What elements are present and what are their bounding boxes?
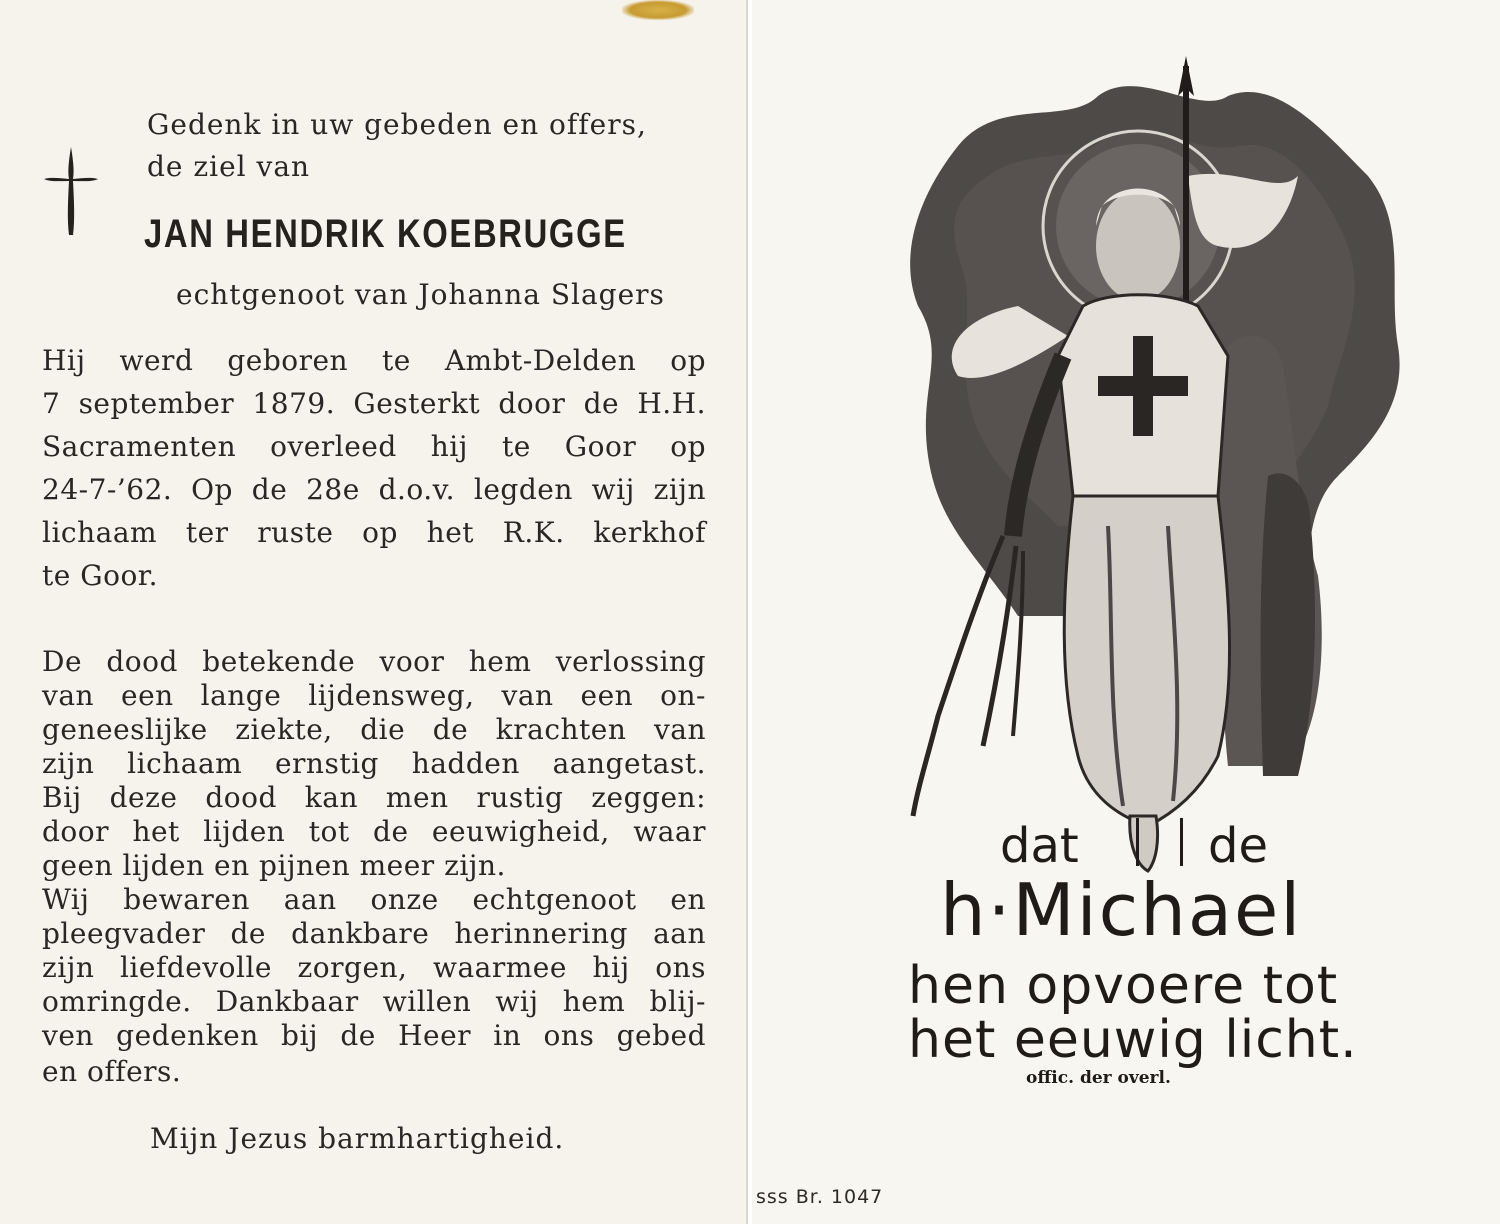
calligraphy-word-dat: dat: [1000, 818, 1079, 874]
closing-prayer: Mijn Jezus barmhartigheid.: [150, 1122, 565, 1155]
bio-line: Hij werd geboren te Ambt-Delden op: [42, 344, 706, 377]
saint-michael-illustration: [898, 56, 1418, 886]
intro-line-1: Gedenk in uw gebeden en offers,: [147, 108, 647, 141]
calligraphy-saint-name: h·Michael: [940, 868, 1303, 952]
cross-icon: [42, 145, 100, 237]
calligraphy-line-4: het eeuwig licht.: [908, 1010, 1358, 1070]
calligraphy-divider: [1180, 818, 1183, 866]
reflection-line: door het lijden tot de eeuwigheid, waar: [42, 815, 706, 848]
bio-line: Sacramenten overleed hij te Goor op: [42, 430, 706, 463]
reflection-line: Wij bewaren aan onze echtgenoot en: [42, 883, 706, 916]
calligraphy-divider: [1136, 818, 1139, 866]
reflection-line: zijn lichaam ernstig hadden aangetast.: [42, 747, 706, 780]
intro-line-2: de ziel van: [147, 150, 311, 183]
reflection-line: Bij deze dood kan men rustig zeggen:: [42, 781, 706, 814]
deceased-name: JAN HENDRIK KOEBRUGGE: [144, 212, 627, 256]
reflection-line: geneeslijke ziekte, die de krachten van: [42, 713, 706, 746]
reflection-line: ven gedenken bij de Heer in ons gebed: [42, 1019, 706, 1052]
reflection-line: omringde. Dankbaar willen wij hem blij-: [42, 985, 706, 1018]
bio-line: lichaam ter ruste op het R.K. kerkhof: [42, 516, 706, 549]
bio-line: 24-7-’62. Op de 28e d.o.v. legden wij zijn: [42, 473, 706, 506]
reflection-line: en offers.: [42, 1055, 182, 1088]
paper-stain: [622, 0, 694, 20]
memorial-card-text-side: [0, 0, 748, 1224]
publisher-number: sss Br. 1047: [756, 1186, 884, 1208]
reflection-line: van een lange lijdensweg, van een on-: [42, 679, 706, 712]
reflection-line: geen lijden en pijnen meer zijn.: [42, 849, 506, 882]
bio-line: 7 september 1879. Gesterkt door de H.H.: [42, 387, 706, 420]
reflection-line: De dood betekende voor hem verlossing: [42, 645, 706, 678]
spouse-line: echtgenoot van Johanna Slagers: [176, 278, 665, 311]
calligraphy-word-de: de: [1208, 818, 1268, 874]
reflection-line: pleegvader de dankbare herinnering aan: [42, 917, 706, 950]
bio-line: te Goor.: [42, 559, 159, 592]
calligraphy-line-3: hen opvoere tot: [908, 956, 1339, 1016]
offic-note: offic. der overl.: [1026, 1068, 1171, 1088]
reflection-line: zijn liefdevolle zorgen, waarmee hij ons: [42, 951, 706, 984]
